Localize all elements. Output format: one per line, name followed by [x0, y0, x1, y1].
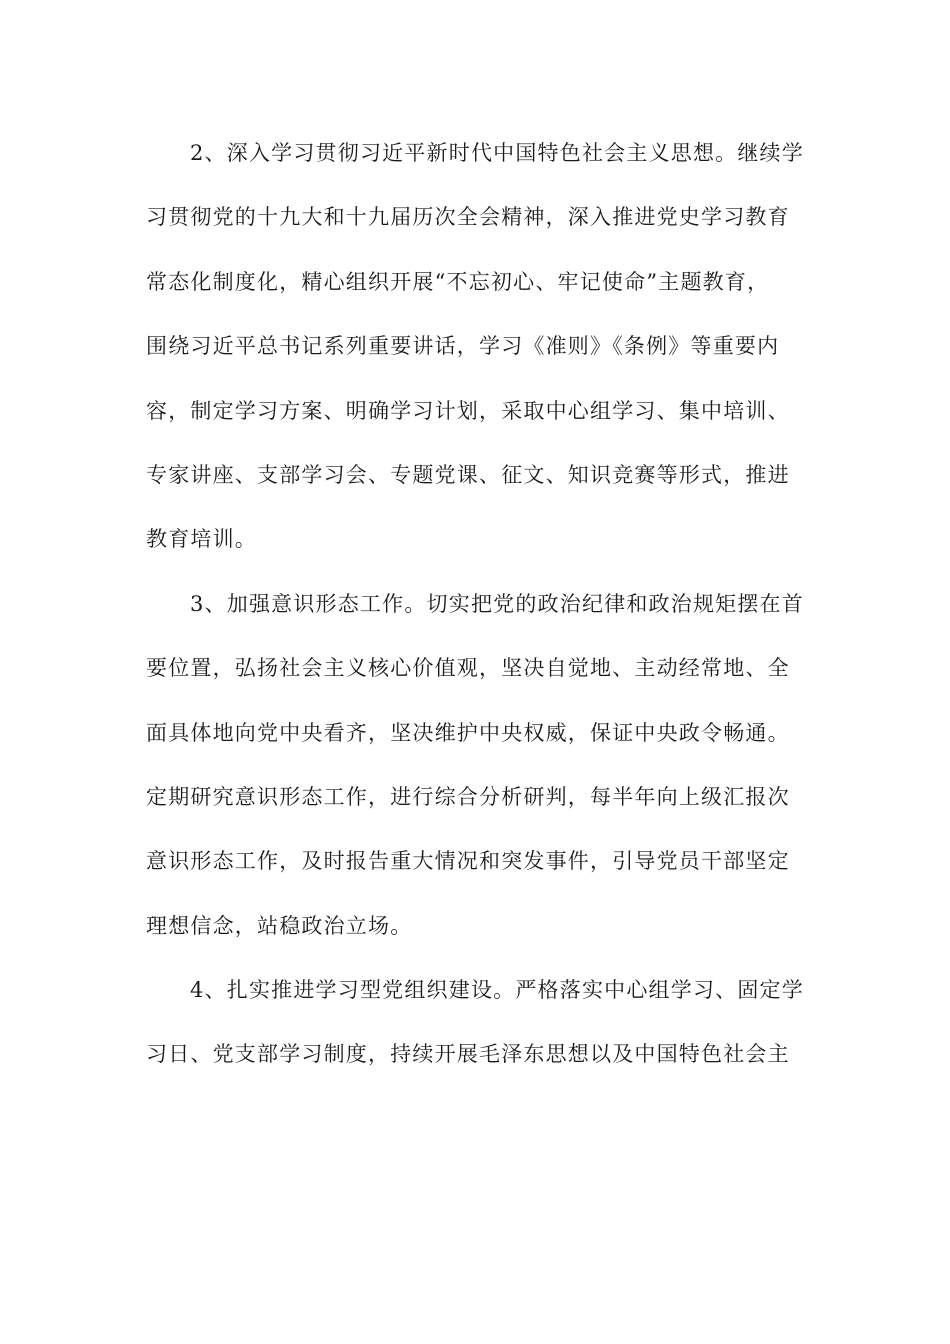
text-line: 4、扎实推进学习型党组织建设。严格落实中心组学习、固定学	[190, 978, 804, 1003]
text-line: 围绕习近平总书记系列重要讲话，学习《准则》《条例》等重要内	[146, 334, 780, 359]
text-line: 习贯彻党的十九大和十九届历次全会精神，深入推进党史学习教育	[146, 205, 790, 230]
text-line: 容，制定学习方案、明确学习计划，采取中心组学习、集中培训、	[146, 398, 790, 423]
paragraph-3	[146, 582, 806, 968]
paragraph-4	[146, 968, 806, 1097]
text-line: 面具体地向党中央看齐，坚决维护中央权威，保证中央政令畅通。	[146, 720, 790, 745]
text-line: 2、深入学习贯彻习近平新时代中国特色社会主义思想。继续学	[190, 141, 804, 165]
text-line: 定期研究意识形态工作，进行综合分析研判，每半年向上级汇报次	[146, 784, 790, 809]
text-line: 专家讲座、支部学习会、专题党课、征文、知识竞赛等形式，推进	[146, 462, 790, 487]
document-body	[146, 131, 806, 1097]
paragraph-2	[146, 131, 806, 582]
text-line: 要位置，弘扬社会主义核心价值观，坚决自觉地、主动经常地、全	[146, 656, 790, 681]
text-line: 意识形态工作，及时报告重大情况和突发事件，引导党员干部坚定	[146, 849, 790, 874]
text-line: 常态化制度化，精心组织开展“不忘初心、牢记使命”主题教育，	[146, 269, 770, 294]
text-line: 3、加强意识形态工作。切实把党的政治纪律和政治规矩摆在首	[190, 591, 804, 616]
text-line: 习日、党支部学习制度，持续开展毛泽东思想以及中国特色社会主	[146, 1042, 790, 1067]
text-line: 理想信念，站稳政治立场。	[146, 913, 413, 938]
text-line: 教育培训。	[146, 527, 257, 552]
